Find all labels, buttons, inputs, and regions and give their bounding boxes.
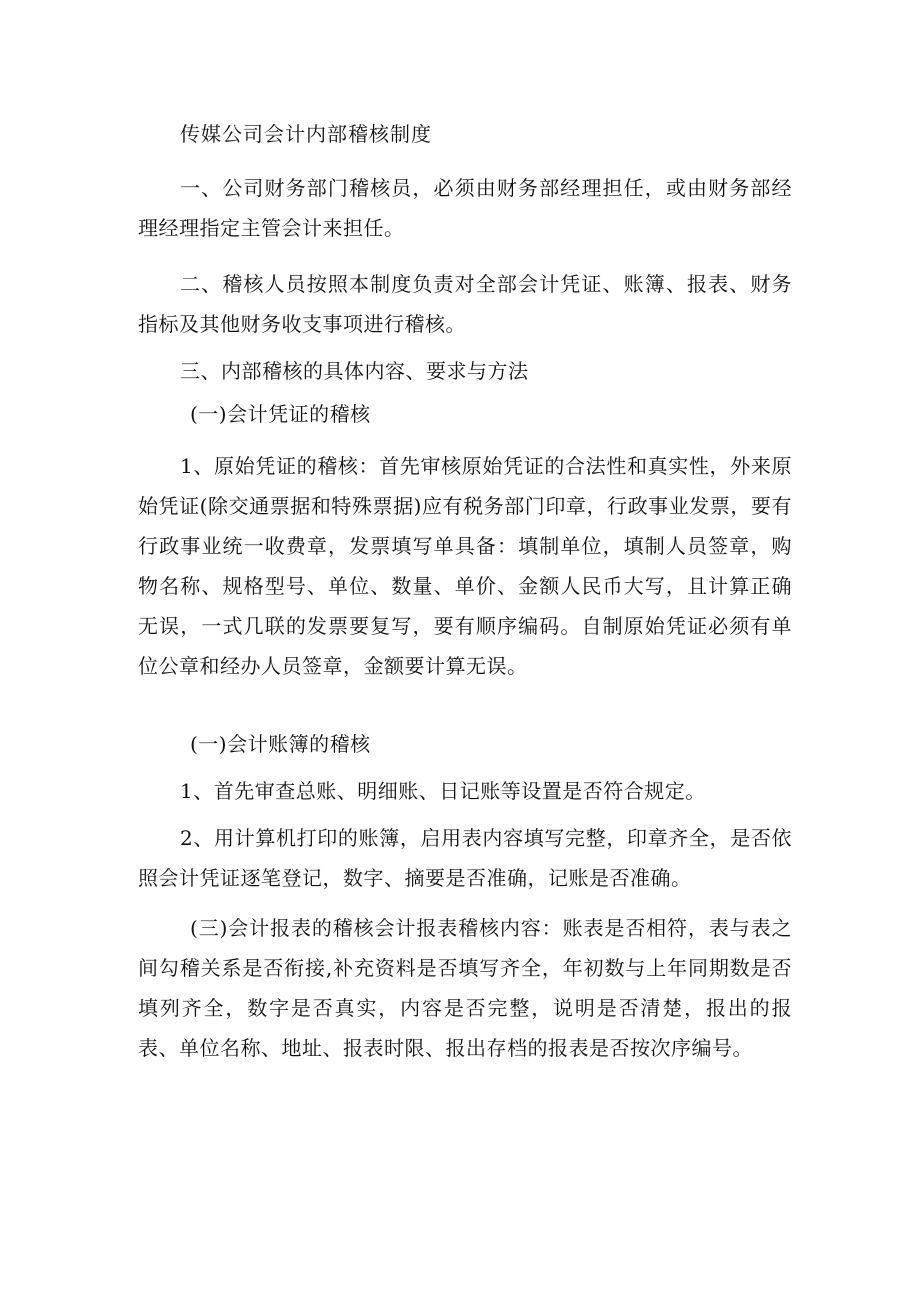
document-title: 传媒公司会计内部稽核制度 <box>180 122 432 146</box>
paragraph-reports: (三)会计报表的稽核会计报表稽核内容：账表是否相符，表与表之间勾稽关系是否衔接,补充资料是否填写齐全，年初数与上年同期数是否填列齐全，数字是否真实，内容是否完整，说明是否清楚，报出的报表、单位名称、地址、报表时限、报出存档的报表是否按次序编号。 <box>138 916 792 1060</box>
section-heading-vouchers: (一)会计凭证的稽核 <box>190 402 371 426</box>
paragraph-1: 一、公司财务部门稽核员，必须由财务部经理担任，或由财务部经理经理指定主管会计来担任。 <box>138 176 792 240</box>
paragraph-ledger-1: 1、首先审查总账、明细账、日记账等设置是否符合规定。 <box>180 779 706 803</box>
paragraph-original-vouchers: 1、原始凭证的稽核：首先审核原始凭证的合法性和真实性，外来原始凭证(除交通票据和特殊票据)应有税务部门印章，行政事业发票，要有行政事业统一收费章，发票填写单具备：填制单位，填制人员签章，购物名称、规格型号、单位、数量、单价、金额人民币大写，且计算正确无误，一式几联的发票要复写，要有顺序编码。自制原始凭证必须有单位公章和经办人员签章，金额要计算无误。 <box>138 454 792 678</box>
paragraph-3: 三、内部稽核的具体内容、要求与方法 <box>180 359 529 383</box>
paragraph-2: 二、稽核人员按照本制度负责对全部会计凭证、账簿、报表、财务指标及其他财务收支事项进行稽核。 <box>138 272 792 336</box>
paragraph-ledger-2: 2、用计算机打印的账簿，启用表内容填写完整，印章齐全，是否依照会计凭证逐笔登记，数字、摘要是否准确，记账是否准确。 <box>138 826 792 890</box>
section-heading-ledgers: (一)会计账簿的稽核 <box>190 732 371 756</box>
